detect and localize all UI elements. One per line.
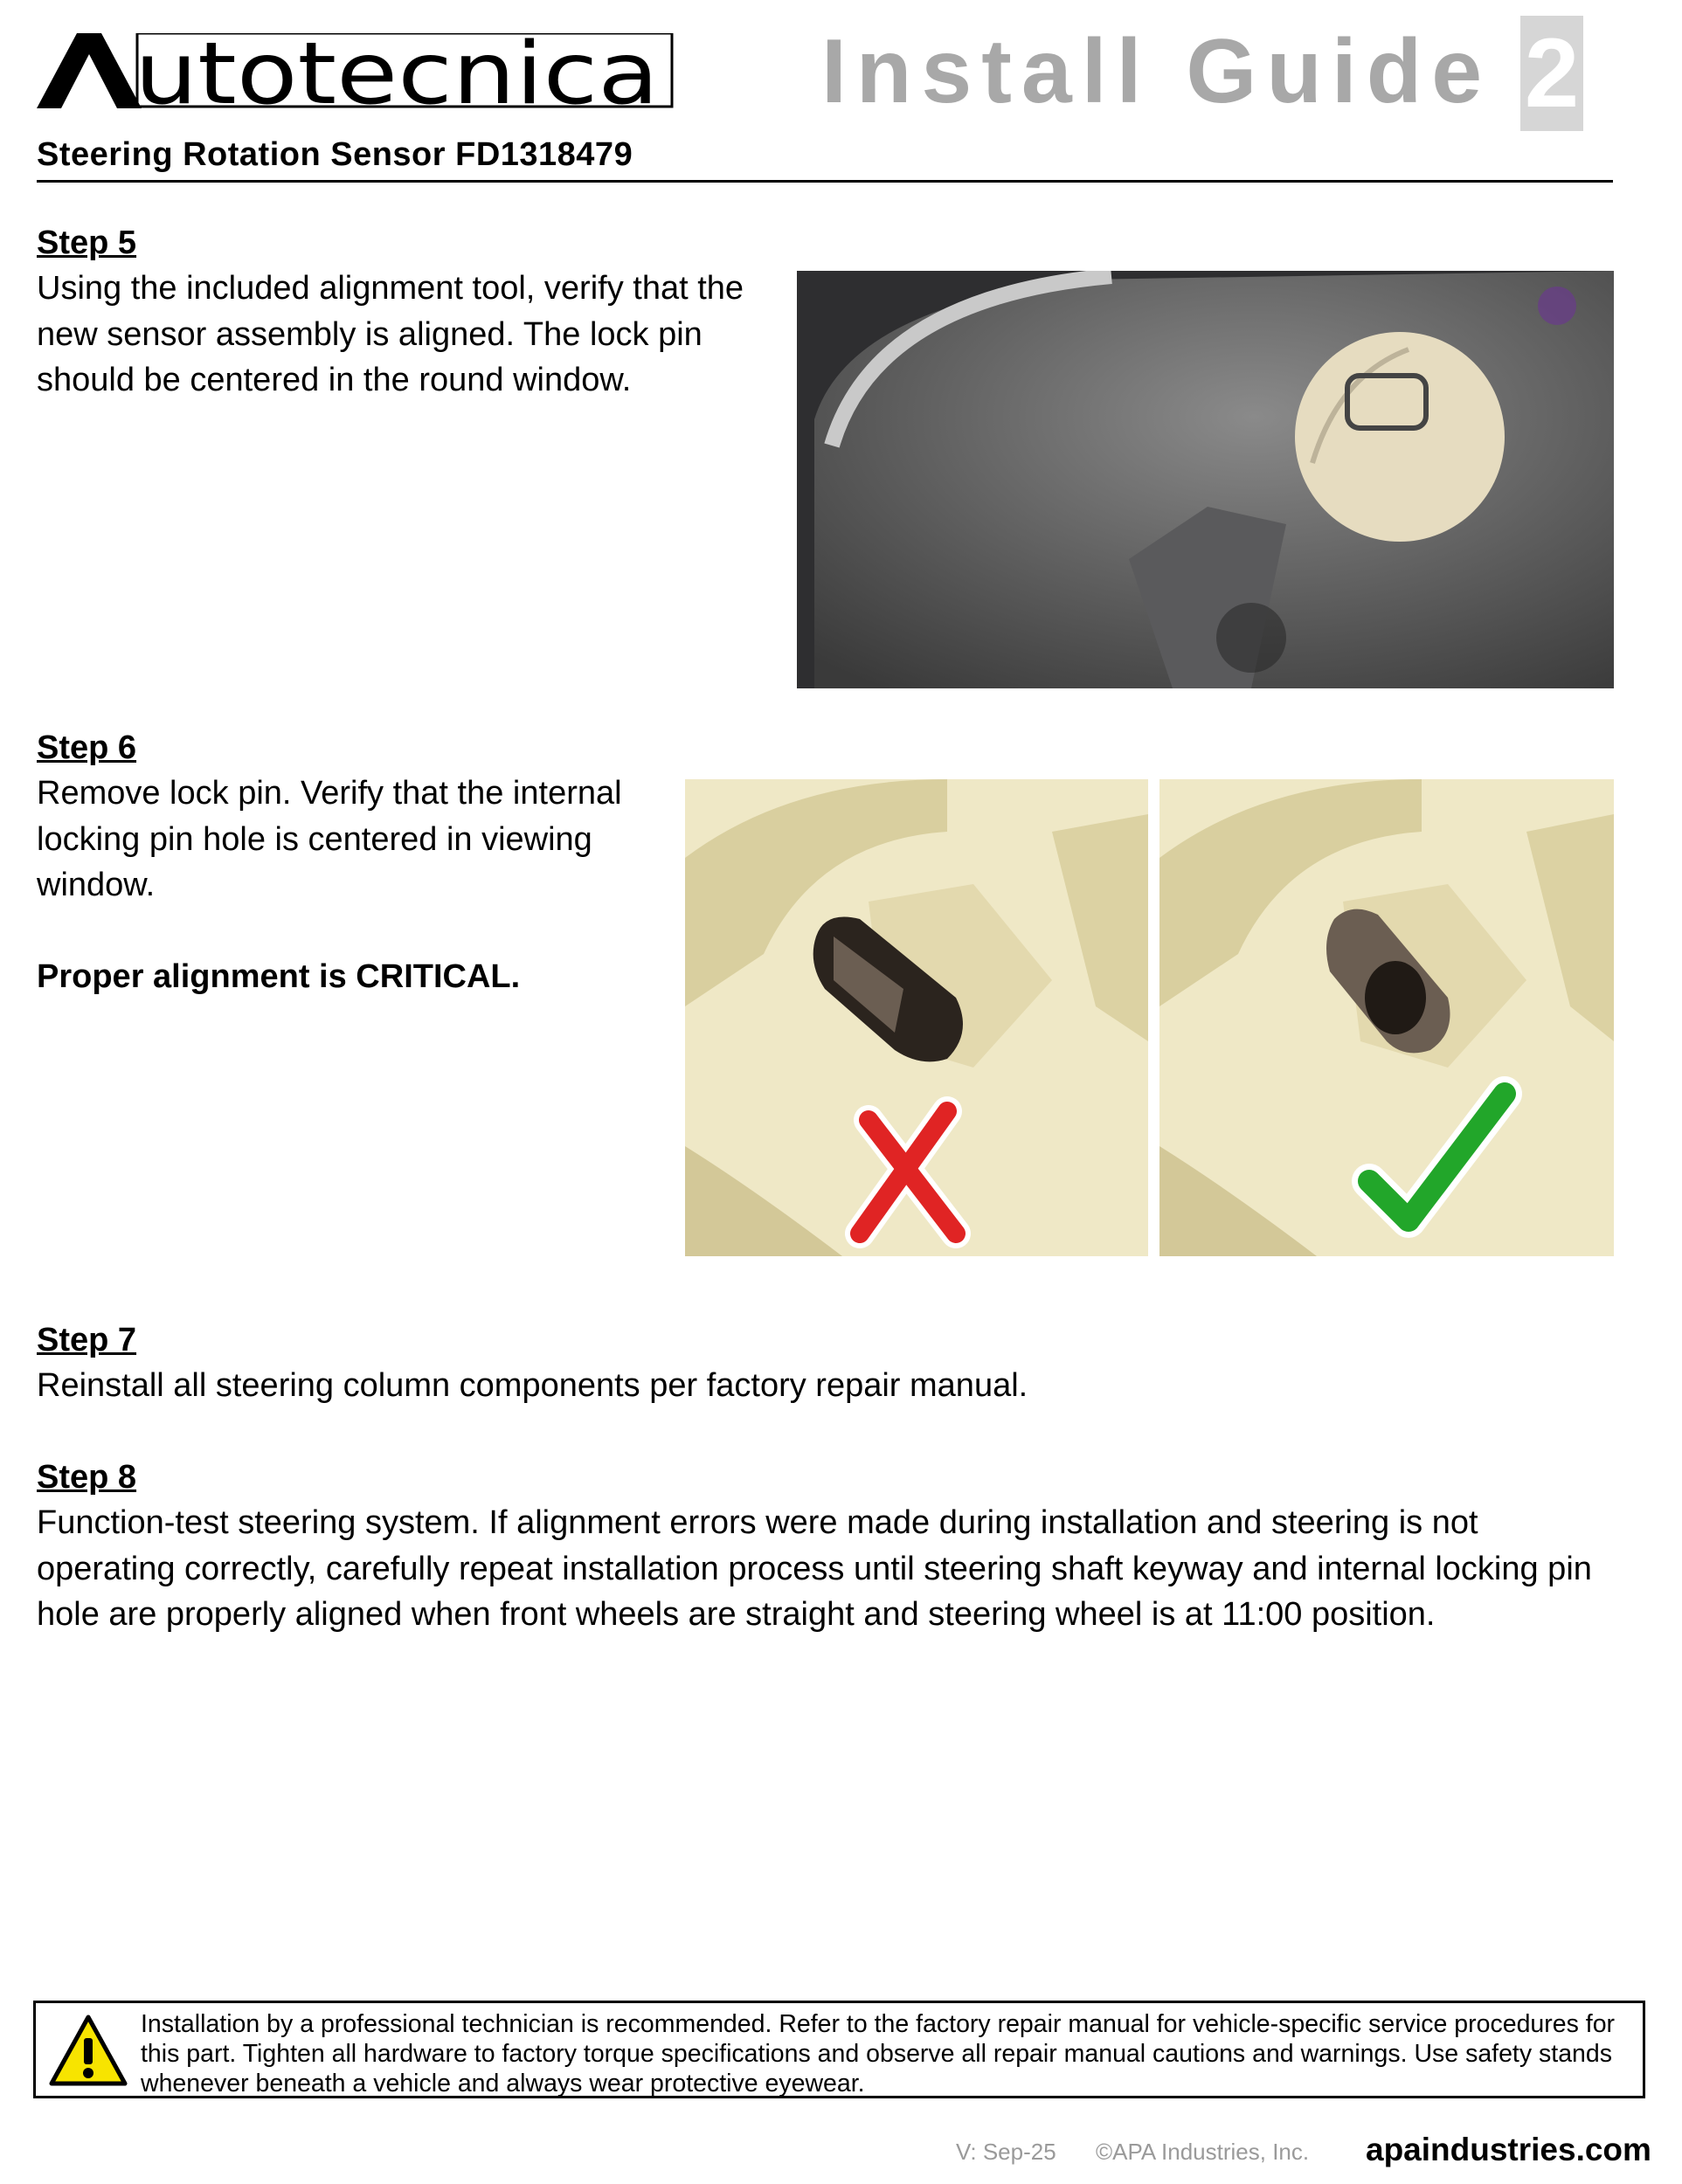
safety-warning-box [33,2001,1645,2098]
svg-text:utotecnica: utotecnica [135,33,659,108]
step-heading: Step 7 [37,1322,137,1358]
step-heading: Step 6 [37,729,137,766]
misaligned-window-photo [685,779,1148,1256]
step-7 [37,1317,1609,1409]
header-rule [37,180,1613,183]
sensor-lock-pin-photo [797,271,1614,688]
guide-title: Install Guide [821,21,1492,122]
page-number: 2 [1520,16,1583,131]
copyright: ©APA Industries, Inc. [1096,2139,1310,2165]
warning-text: Installation by a professional technician is recommended. Refer to the factory repair manual for vehicle-specific service procedures for this part. Tighten all hardware to factory torque specifications and observe all repair manual cautions and warnings. Use safety stands whenever beneath a vehicle and always wear protective eyewear. [141,2010,1616,2098]
version-label: V: Sep-25 [956,2139,1056,2165]
step-text: Remove lock pin. Verify that the internal locking pin hole is centered in viewing window. [37,775,622,903]
step-5 [37,220,771,404]
step-heading: Step 8 [37,1459,137,1496]
website-link[interactable]: apaindustries.com [1366,2132,1651,2167]
step-text: Function-test steering system. If alignment errors were made during installation and steering is not operating correctly, carefully repeat installation process until steering shaft keyway and internal locking pin hole are properly aligned when front wheels are straight and steering wheel is at 11:00 position. [37,1504,1592,1633]
step-text: Using the included alignment tool, verify that the new sensor assembly is aligned. The lock pin should be centered in the round window. [37,270,744,398]
step-8 [37,1455,1618,1638]
step-heading: Step 5 [37,225,137,261]
autotecnica-logo [37,33,675,108]
warning-triangle-icon [48,2014,128,2087]
critical-note: Proper alignment is CRITICAL. [37,957,521,995]
product-title: Steering Rotation Sensor FD1318479 [37,136,633,173]
step-text: Reinstall all steering column components per factory repair manual. [37,1367,1028,1404]
aligned-window-photo [1159,779,1614,1256]
step-6 [37,725,666,999]
